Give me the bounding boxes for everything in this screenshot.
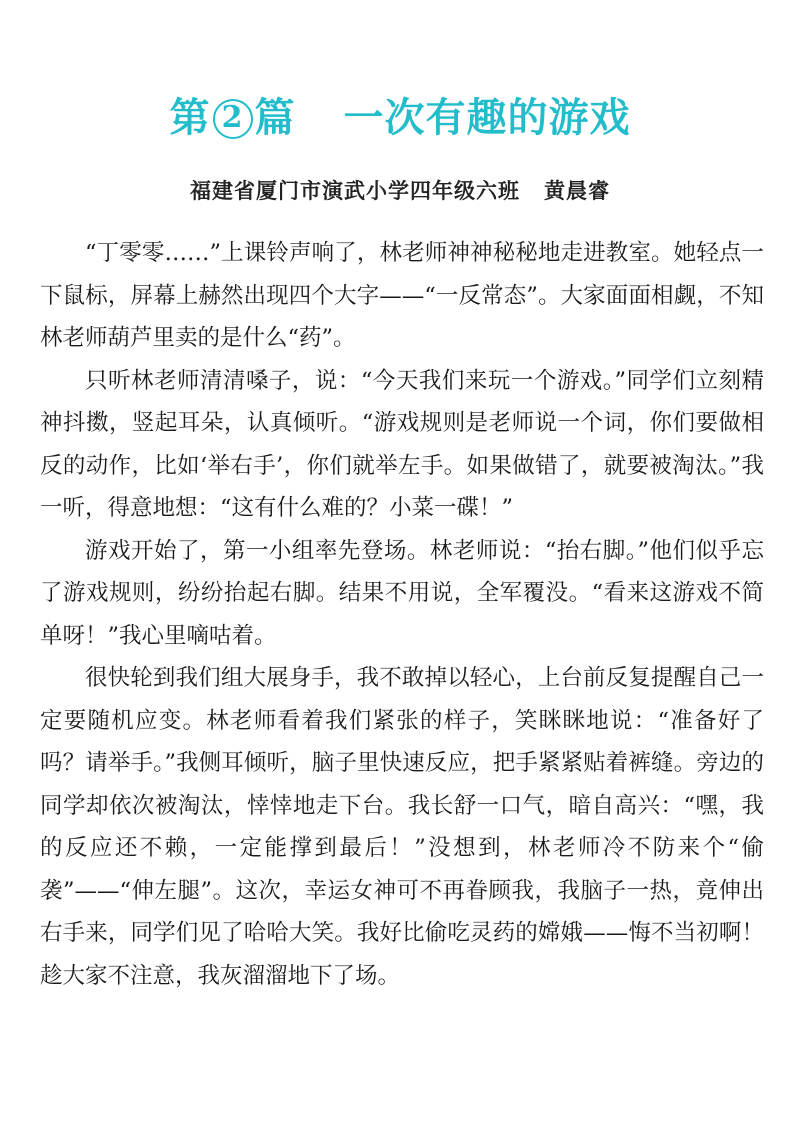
paragraph-1: “丁零零……”上课铃声响了，林老师神神秘秘地走进教室。她轻点一下鼠标，屏幕上赫然出现四个大字——“一反常态”。大家面面相觑，不知林老师葫芦里卖的是什么“药”。 (40, 240, 764, 351)
title-prefix: 第 (169, 95, 211, 141)
title-number-badge: 2 (213, 99, 253, 139)
school-name: 福建省厦门市演武小学四年级六班 (190, 178, 520, 203)
paragraph-3: 游戏开始了，第一小组率先登场。林老师说：“抬右脚。”他们似乎忘了游戏规则，纷纷抬起右脚。结果不用说，全军覆没。“看来这游戏不简单呀！”我心里嘀咕着。 (40, 537, 764, 649)
title-suffix: 篇 (254, 95, 296, 141)
title-text: 一次有趣的游戏 (343, 95, 631, 141)
paragraph-2: 只听林老师清清嗓子，说：“今天我们来玩一个游戏。”同学们立刻精神抖擞，竖起耳朵，认真倾听。“游戏规则是老师说一个词，你们要做相反的动作，比如‘举右手’，你们就举左手。如果做错了，就要被淘汰。”我一听，得意地想：“这有什么难的？小菜一碟！” (40, 367, 764, 521)
author-name: 黄晨睿 (544, 178, 610, 203)
article-body (40, 232, 764, 997)
byline (0, 176, 800, 206)
article-title (0, 92, 800, 144)
paragraph-4: 很快轮到我们组大展身手，我不敢掉以轻心，上台前反复提醒自己一定要随机应变。林老师看着我们紧张的样子，笑眯眯地说：“准备好了吗？请举手。”我侧耳倾听，脑子里快速反应，把手紧紧贴着裤缝。旁边的同学却依次被淘汰，悻悻地走下台。我长舒一口气，暗自高兴：“嘿，我的反应还不赖，一定能撑到最后！”没想到，林老师冷不防来个“偷袭”——“伸左腿”。这次，幸运女神可不再眷顾我，我脑子一热，竟伸出右手来，同学们见了哈哈大笑。我好比偷吃灵药的嫦娥——悔不当初啊！趁大家不注意，我灰溜溜地下了场。 (40, 665, 764, 989)
